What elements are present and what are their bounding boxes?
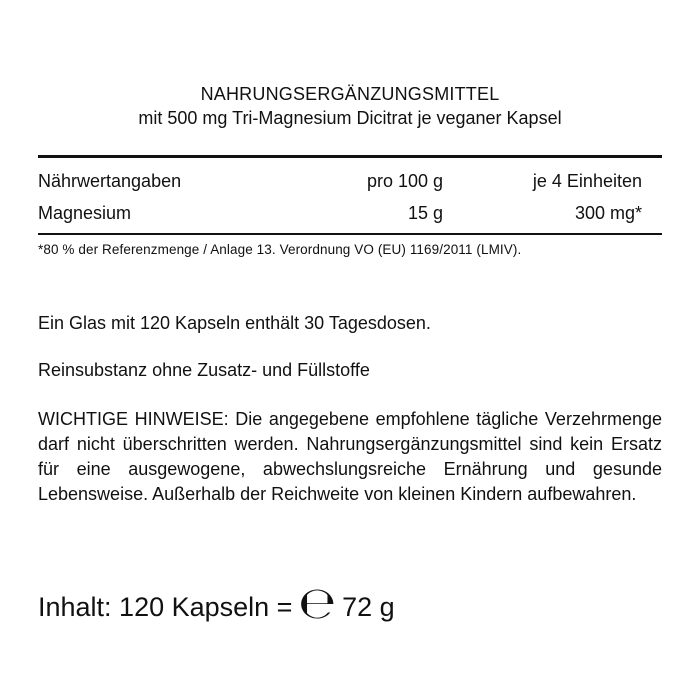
net-content-line xyxy=(38,576,395,627)
footnote: *80 % der Referenzmenge / Anlage 13. Verordnung VO (EU) 1169/2011 (LMIV). xyxy=(38,242,522,257)
estimate-sign-icon: ℮ xyxy=(298,578,337,629)
table-cell-per-4-units: 300 mg* xyxy=(574,203,642,223)
product-type-title: NAHRUNGSERGÄNZUNGSMITTEL xyxy=(200,84,500,104)
net-content-amount: 72 g xyxy=(342,592,395,622)
purity-paragraph: Reinsubstanz ohne Zusatz- und Füllstoffe xyxy=(38,360,370,380)
table-header-per-4-units: je 4 Einheiten xyxy=(532,171,642,191)
product-subtitle: mit 500 mg Tri-Magnesium Dicitrat je veganer Kapsel xyxy=(138,108,562,128)
table-bottom-rule xyxy=(38,233,662,235)
table-cell-nutrient: Magnesium xyxy=(38,203,132,223)
table-header-nutrition: Nährwertangaben xyxy=(38,171,182,191)
table-cell-per-100g: 15 g xyxy=(407,203,443,223)
net-content-prefix: Inhalt: 120 Kapseln = xyxy=(38,592,293,622)
table-header-per-100g: pro 100 g xyxy=(366,171,443,191)
glass-content-paragraph: Ein Glas mit 120 Kapseln enthält 30 Tagesdosen. xyxy=(38,313,431,333)
important-notes-paragraph: WICHTIGE HINWEISE: Die angegebene empfohlene tägliche Verzehrmenge darf nicht überschritten werden. Nahrungsergänzungsmittel sind kein Ersatz für eine ausgewogene, abwechslungsreiche Ernährung und gesunde Lebensweise. Außerhalb der Reichweite von kleinen Kindern aufbewahren. xyxy=(38,409,662,504)
table-top-rule xyxy=(38,155,662,158)
